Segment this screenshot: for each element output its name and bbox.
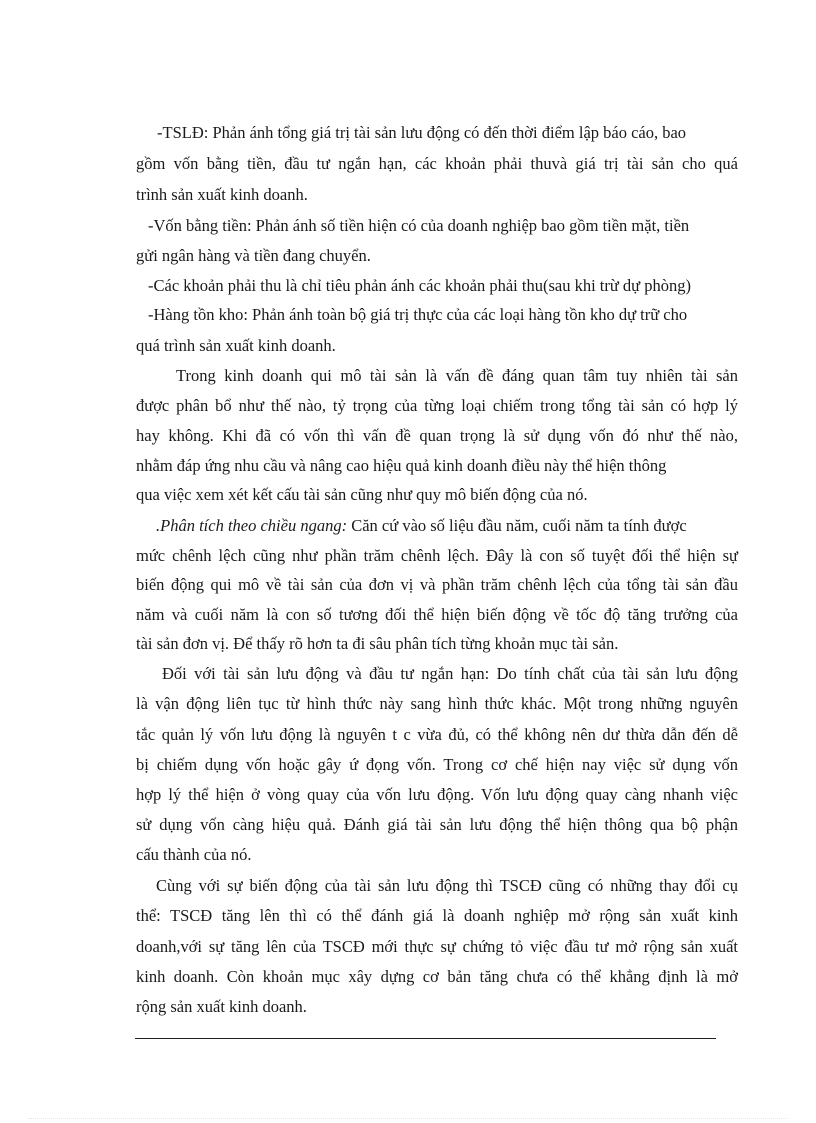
text-line: quá trình sản xuất kinh doanh. <box>136 336 336 355</box>
text-line: tài sản đơn vị. Để thấy rõ hơn ta đi sâu phân tích từng khoản mục tài sản. <box>136 634 619 653</box>
text-line: -TSLĐ: Phản ánh tổng giá trị tài sản lưu động có đến thời điểm lập báo cáo, bao <box>157 123 687 142</box>
horizontal-analysis-line <box>156 516 687 536</box>
text-line: qua việc xem xét kết cấu tài sản cũng như quy mô biến động của nó. <box>136 485 588 504</box>
text-line: doanh,với sự tăng lên của TSCĐ mới thực sự chứng tỏ việc đầu tư mở rộng sản xuất <box>136 937 738 956</box>
text-line: sử dụng vốn càng hiệu quả. Đánh giá tài sản lưu động thể hiện thông qua bộ phận <box>136 815 738 834</box>
text-line: kinh doanh. Còn khoản mục xây dựng cơ bản tăng chưa có thể khẳng định là mở <box>136 967 738 986</box>
text-line: cấu thành của nó. <box>136 845 252 864</box>
text-line: hợp lý thể hiện ở vòng quay của vốn lưu động. Vốn lưu động quay càng nhanh việc <box>136 785 738 804</box>
text-line: mức chênh lệch cũng như phần trăm chênh lệch. Đây là con số tuyệt đối thể hiện sự <box>136 546 738 565</box>
text-line: biến động qui mô về tài sản của đơn vị và phần trăm chênh lệch của tổng tài sản đầu <box>136 575 738 594</box>
footer-rule <box>135 1038 716 1039</box>
text-line: -Vốn bằng tiền: Phản ánh số tiền hiện có của doanh nghiệp bao gồm tiền mặt, tiền <box>148 216 690 235</box>
text-line: gửi ngân hàng và tiền đang chuyển. <box>136 246 371 265</box>
text-line: -Các khoản phải thu là chỉ tiêu phản ánh các khoản phải thu(sau khi trừ dự phòng) <box>148 276 691 295</box>
text-line: rộng sản xuất kinh doanh. <box>136 997 307 1016</box>
text-line: bị chiếm dụng vốn hoặc gây ứ đọng vốn. Trong cơ chế hiện nay việc sử dụng vốn <box>136 755 738 774</box>
horizontal-analysis-heading: .Phân tích theo chiều ngang: <box>156 516 348 535</box>
text-line: Cùng với sự biến động của tài sản lưu động thì TSCĐ cũng có những thay đổi cụ <box>156 876 738 895</box>
text-line: được phân bổ như thế nào, tỷ trọng của từng loại chiếm trong tổng tài sản có hợp lý <box>136 396 738 415</box>
text-line: gồm vốn bằng tiền, đầu tư ngắn hạn, các khoản phải thuvà giá trị tài sản cho quá <box>136 154 738 173</box>
page-edge-divider <box>28 1118 788 1119</box>
text-line: tắc quản lý vốn lưu động là nguyên t c vừa đủ, có thể không nên dư thừa dẫn đến dễ <box>136 725 738 744</box>
text-line: là vận động liên tục từ hình thức này sang hình thức khác. Một trong những nguyên <box>136 694 738 713</box>
text-line: thể: TSCĐ tăng lên thì có thể đánh giá là doanh nghiệp mở rộng sản xuất kinh <box>136 906 738 925</box>
text-line: nhằm đáp ứng nhu cầu và nâng cao hiệu quả kinh doanh điều này thể hiện thông <box>136 456 667 475</box>
text-line: năm và cuối năm là con số tương đối thể hiện biến động về tốc độ tăng trưởng của <box>136 605 738 624</box>
horizontal-analysis-text: Căn cứ vào số liệu đầu năm, cuối năm ta tính được <box>347 516 687 535</box>
text-line: hay không. Khi đã có vốn thì vấn đề quan trọng là sử dụng vốn đó như thế nào, <box>136 426 738 445</box>
text-line: trình sản xuất kinh doanh. <box>136 185 308 204</box>
text-line: Đối với tài sản lưu động và đầu tư ngắn hạn: Do tính chất của tài sản lưu động <box>162 664 738 683</box>
text-line: Trong kinh doanh qui mô tài sản là vấn đề đáng quan tâm tuy nhiên tài sản <box>176 366 738 385</box>
text-line: -Hàng tồn kho: Phản ánh toàn bộ giá trị thực của các loại hàng tồn kho dự trữ cho <box>148 305 688 324</box>
